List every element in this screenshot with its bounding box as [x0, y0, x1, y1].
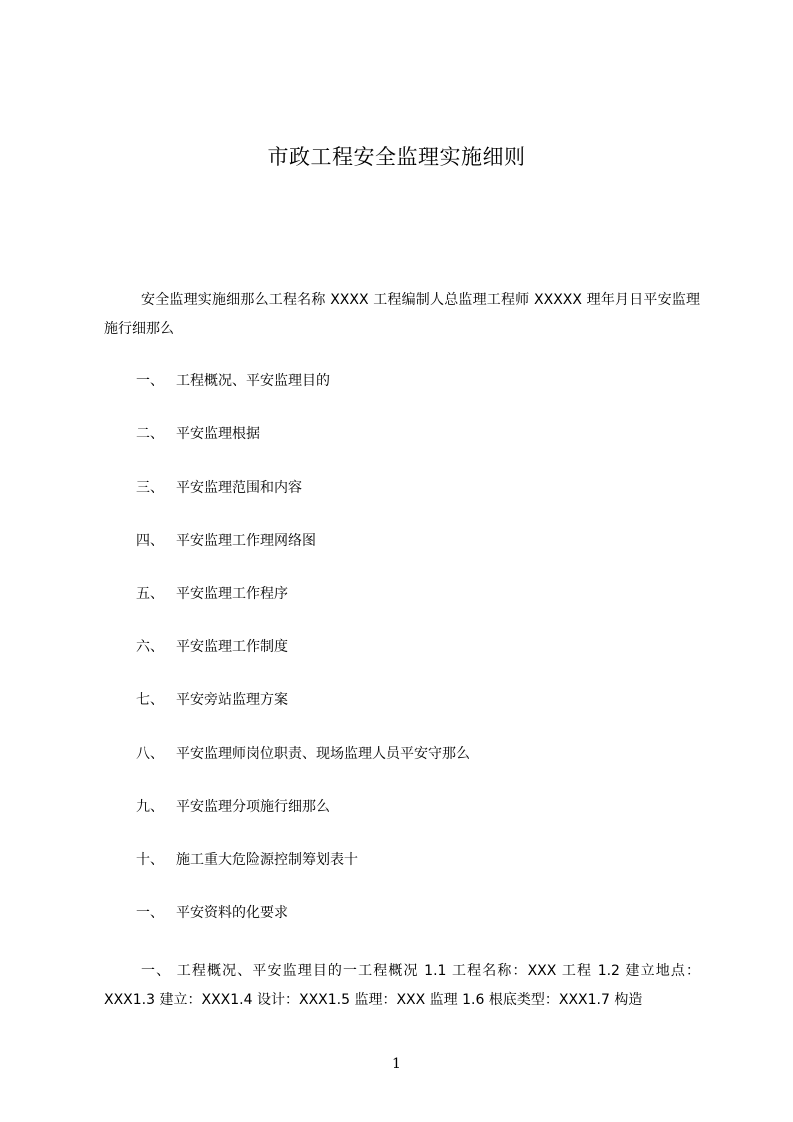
- document-title: 市政工程安全监理实施细则: [267, 145, 526, 169]
- toc-item-label: 平安监理范围和内容: [176, 480, 302, 496]
- toc-item: [136, 584, 288, 604]
- toc-item-number: 十、: [136, 852, 164, 868]
- page-number: 1: [392, 1056, 401, 1072]
- toc-item-number: 四、: [136, 533, 164, 549]
- toc-item-label: 平安资料的化要求: [176, 905, 288, 921]
- toc-item: [136, 797, 330, 817]
- toc-item-number: 一、: [136, 905, 164, 921]
- toc-item-number: 六、: [136, 639, 164, 655]
- toc-item-label: 平安监理工作理网络图: [176, 533, 316, 549]
- toc-item-number: 七、: [136, 692, 164, 708]
- toc-item-label: 工程概况、平安监理目的: [176, 373, 330, 389]
- toc-item-number: 三、: [136, 480, 164, 496]
- toc-item: [136, 690, 288, 710]
- toc-item-label: 平安监理分项施行细那么: [176, 799, 330, 815]
- toc-item: [136, 531, 316, 551]
- toc-item-number: 八、: [136, 746, 164, 762]
- toc-item-label: 平安监理师岗位职责、现场监理人员平安守那么: [176, 746, 470, 762]
- toc-item: [136, 637, 288, 657]
- toc-item: [136, 424, 260, 444]
- toc-item-number: 五、: [136, 586, 164, 602]
- toc-item-label: 平安监理根据: [176, 426, 260, 442]
- toc-item: [136, 903, 288, 923]
- body-paragraph: 一、 工程概况、平安监理目的一工程概况 1.1 工程名称：XXX 工程 1.2 建立地点：XXX1.3 建立：XXX1.4 设计：XXX1.5 监理：XXX 监理 1.6 根底类型：XXX1.7 构造: [104, 963, 700, 1008]
- toc-item-label: 平安监理工作程序: [176, 586, 288, 602]
- toc-item: [136, 850, 358, 870]
- intro-paragraph: 安全监理实施细那么工程名称 XXXX 工程编制人总监理工程师 XXXXX 理年月日平安监理施行细那么: [104, 292, 700, 337]
- toc-item: [136, 478, 302, 498]
- toc-item-number: 二、: [136, 426, 164, 442]
- toc-item: [136, 744, 470, 764]
- toc-item-label: 施工重大危险源控制筹划表十: [176, 852, 358, 868]
- toc-item: [136, 371, 330, 391]
- toc-item-label: 平安旁站监理方案: [176, 692, 288, 708]
- toc-item-number: 九、: [136, 799, 164, 815]
- toc-item-number: 一、: [136, 373, 164, 389]
- toc-item-label: 平安监理工作制度: [176, 639, 288, 655]
